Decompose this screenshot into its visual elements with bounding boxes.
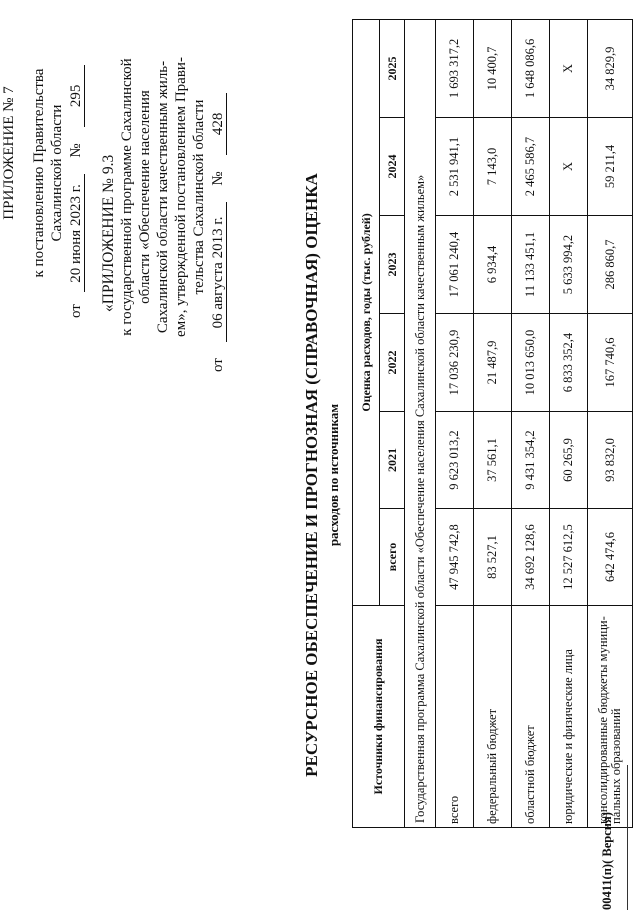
number-label: № — [68, 143, 84, 158]
program-name: Государственная программа Сахалинской области «Обеспечение населения Сахалинской области качественным жильем» — [405, 19, 436, 827]
value-cell: 11 133 451,1 — [512, 216, 550, 314]
source-cell — [588, 606, 633, 828]
year-header-2024: 2024 — [380, 118, 405, 216]
value-cell: 5 633 994,2 — [550, 216, 588, 314]
table-row — [588, 19, 633, 827]
program-appendix-line: к государственной программе Сахалинской — [119, 58, 135, 336]
expense-group-header: Оценка расходов, годы (тыс. рублей) — [353, 19, 380, 605]
value-cell: 59 211,4 — [588, 118, 633, 216]
value-cell: 10 013 650,0 — [512, 314, 550, 412]
from-label: от — [210, 358, 226, 372]
source-column-header: Источники финансирования — [353, 606, 405, 828]
appendix-line: Сахалинской области — [49, 104, 65, 242]
value-cell: Х — [550, 118, 588, 216]
source-cell: всего — [436, 606, 474, 828]
source-cell: областной бюджет — [512, 606, 550, 828]
value-cell: 167 740,6 — [588, 314, 633, 412]
value-cell: 1 693 317,2 — [436, 19, 474, 117]
value-cell: 17 036 230,9 — [436, 314, 474, 412]
value-cell: 34 829,9 — [588, 19, 633, 117]
value-cell: 21 487,9 — [474, 314, 512, 412]
value-cell: 642 474,6 — [588, 509, 633, 606]
source-cell: федеральный бюджет — [474, 606, 512, 828]
number-label: № — [210, 171, 226, 186]
expenses-table-wrapper — [352, 20, 633, 828]
value-cell: 12 527 612,5 — [550, 509, 588, 606]
value-cell: 9 431 354,2 — [512, 412, 550, 509]
document-subtitle: расходов по источникам — [326, 403, 341, 547]
program-appendix-line: ем», утвержденной постановлением Прави- — [173, 57, 189, 337]
value-cell: 6 934,4 — [474, 216, 512, 314]
source-cell: юридические и физические лица — [550, 606, 588, 828]
table-header-row — [353, 19, 380, 827]
value-cell: 1 648 086,6 — [512, 19, 550, 117]
value-cell: 9 623 013,2 — [436, 412, 474, 509]
value-cell: Х — [550, 19, 588, 117]
program-appendix-date-row — [209, 22, 227, 372]
value-cell: 6 833 352,4 — [550, 314, 588, 412]
from-label: от — [68, 304, 84, 318]
value-cell: 2 465 586,7 — [512, 118, 550, 216]
appendix-date: 20 июня 2023 г. — [68, 174, 85, 292]
program-appendix-header — [100, 22, 227, 372]
appendix-date-row — [67, 28, 85, 318]
document-title: РЕСУРСНОЕ ОБЕСПЕЧЕНИЕ И ПРОГНОЗНАЯ (СПРАВОЧНАЯ) ОЦЕНКА — [302, 173, 321, 777]
value-cell: 7 143,0 — [474, 118, 512, 216]
value-cell: 286 860,7 — [588, 216, 633, 314]
year-header-total: всего — [380, 509, 405, 606]
value-cell: 83 527,1 — [474, 509, 512, 606]
table-row — [436, 19, 474, 827]
source-cell-line: консолидированные бюджеты муници- — [596, 616, 610, 824]
year-header-2022: 2022 — [380, 314, 405, 412]
appendix-number: 295 — [68, 65, 85, 127]
footer-divider — [627, 765, 628, 910]
program-appendix-line: области «Обеспечение населения — [137, 90, 153, 304]
source-cell-line: пальных образований — [609, 708, 623, 824]
table-row — [550, 19, 588, 827]
value-cell: 17 061 240,4 — [436, 216, 474, 314]
value-cell: 60 265,9 — [550, 412, 588, 509]
program-appendix-number: 428 — [210, 93, 227, 155]
value-cell: 47 945 742,8 — [436, 509, 474, 606]
value-cell: 2 531 941,1 — [436, 118, 474, 216]
year-header-2025: 2025 — [380, 19, 405, 117]
program-row — [405, 19, 436, 827]
program-appendix-line: тельства Сахалинской области — [191, 99, 207, 295]
value-cell: 34 692 128,6 — [512, 509, 550, 606]
value-cell: 10 400,7 — [474, 19, 512, 117]
appendix-line: к постановлению Правительства — [31, 68, 47, 278]
program-appendix-date: 06 августа 2013 г. — [210, 202, 227, 342]
year-header-2021: 2021 — [380, 412, 405, 509]
version-stamp: 00411(п)( Версия) — [600, 812, 614, 910]
table-row — [512, 19, 550, 827]
value-cell: 37 561,1 — [474, 412, 512, 509]
appendix-title: ПРИЛОЖЕНИЕ № 7 — [1, 86, 17, 220]
table-row — [474, 19, 512, 827]
year-header-2023: 2023 — [380, 216, 405, 314]
program-appendix-line: Сахалинской области качественным жиль- — [155, 60, 171, 334]
expenses-table — [352, 19, 633, 828]
value-cell: 93 832,0 — [588, 412, 633, 509]
program-appendix-title: «ПРИЛОЖЕНИЕ № 9.3 — [100, 154, 117, 312]
appendix-header — [0, 28, 85, 318]
